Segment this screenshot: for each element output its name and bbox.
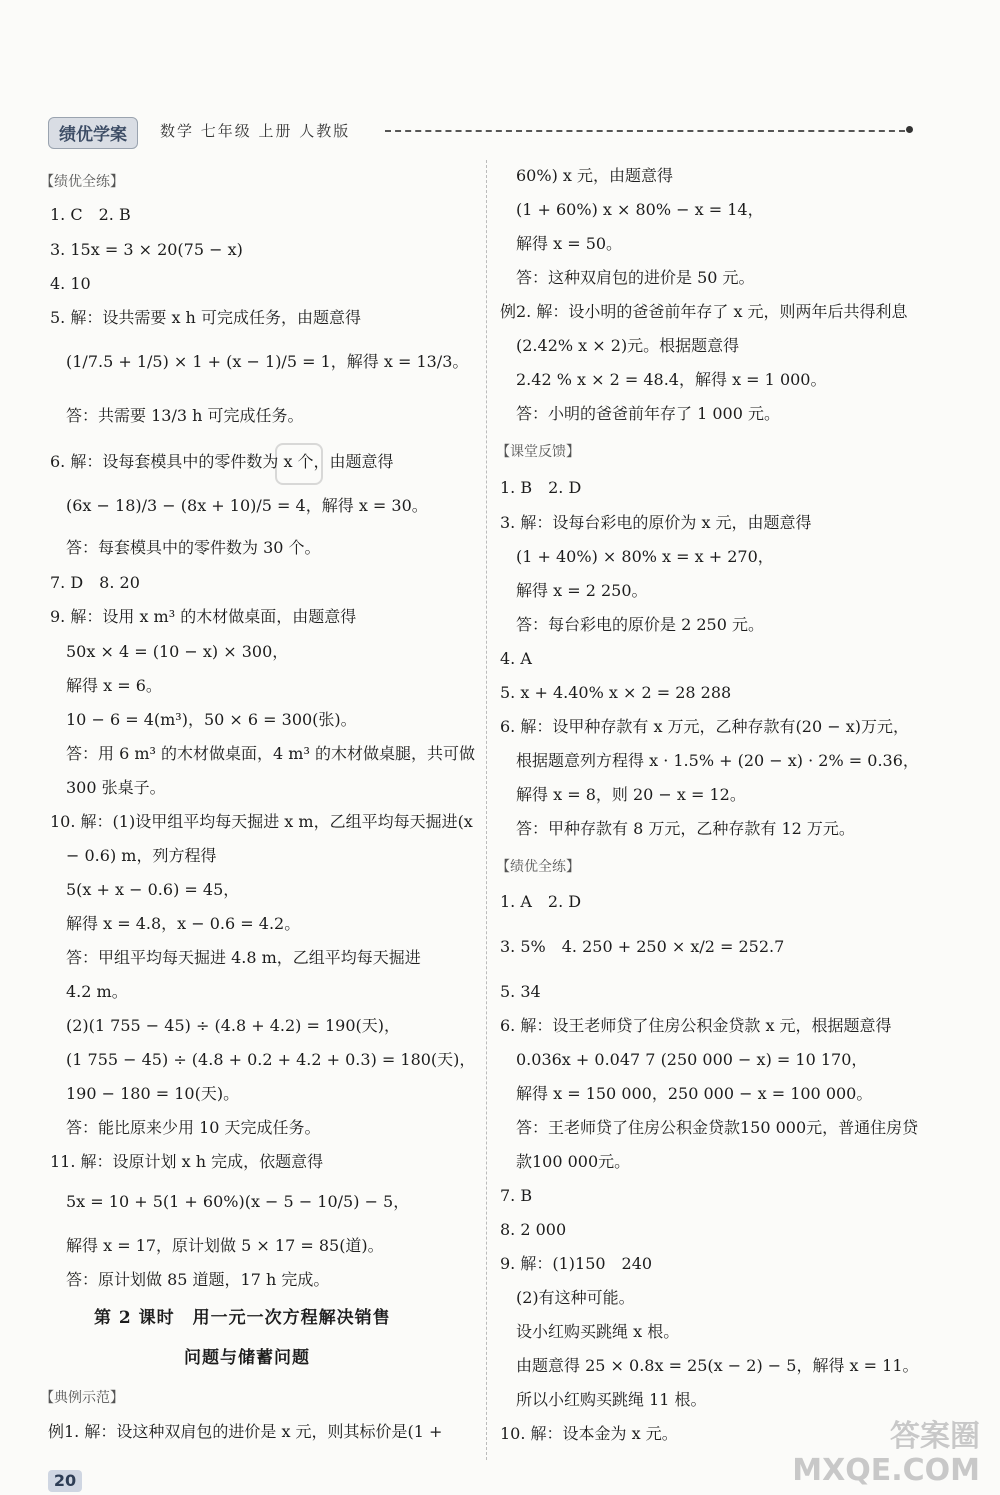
answer-line: 根据题意列方程得 x · 1.5% + (20 − x) · 2% = 0.36， <box>516 751 919 770</box>
answer-line: 答：每套模具中的零件数为 30 个。 <box>66 538 321 557</box>
answer-line: 答：王老师贷了住房公积金贷款150 000元，普通住房贷 <box>516 1118 919 1137</box>
equation-line: 3. 5% 4. 250 + 250 × x/2 = 252.7 <box>500 937 785 956</box>
answer-line: (2)有这种可能。 <box>516 1288 635 1307</box>
section-label: 【典例示范】 <box>40 1390 124 1406</box>
answer-line: (1 + 60%) x × 80% − x = 14， <box>516 200 764 219</box>
example-line: 例2. 解：设小明的爸爸前年存了 x 元，则两年后共得利息 <box>500 302 908 321</box>
answer-line: 答：共需要 13/3 h 可完成任务。 <box>66 406 304 425</box>
answer-line: 6. 解：设甲种存款有 x 万元，乙种存款有(20 − x)万元， <box>500 717 909 736</box>
section-label: 【绩优全练】 <box>496 859 580 875</box>
answer-line: 11. 解：设原计划 x h 完成，依题意得 <box>50 1152 324 1171</box>
answer-line: 解得 x = 8，则 20 − x = 12。 <box>516 785 746 804</box>
answer-line: 190 − 180 = 10(天)。 <box>66 1084 240 1103</box>
answer-line: 解得 x = 17，原计划做 5 × 17 = 85(道)。 <box>66 1236 384 1255</box>
equation-line: (6x − 18)/3 − (8x + 10)/5 = 4，解得 x = 30。 <box>66 496 428 515</box>
watermark <box>792 1420 980 1488</box>
answer-line: 解得 x = 50。 <box>516 234 623 253</box>
answer-line: 答：每台彩电的原价是 2 250 元。 <box>516 615 764 634</box>
watermark-line2: MXQE.COM <box>792 1453 980 1488</box>
answer-line: 6. 解：设每套模具中的零件数为 x 个，由题意得 <box>50 452 394 471</box>
answer-line: 解得 x = 150 000，250 000 − x = 100 000。 <box>516 1084 873 1103</box>
answer-line: 所以小红购买跳绳 11 根。 <box>516 1390 707 1409</box>
answer-line: 1. B 2. D <box>500 478 582 497</box>
answer-line: 50x × 4 = (10 − x) × 300， <box>66 642 289 661</box>
answer-line: 4. 10 <box>50 274 91 293</box>
answer-line: 解得 x = 4.8，x − 0.6 = 4.2。 <box>66 914 301 933</box>
answer-line: 4.2 m。 <box>66 982 128 1001</box>
answer-line: (1 + 40%) × 80% x = x + 270， <box>516 547 774 566</box>
watermark-line1: 答案圈 <box>890 1419 980 1454</box>
column-divider <box>486 160 487 1460</box>
header-rule-dot <box>906 126 913 133</box>
answer-line: 10. 解：(1)设甲组平均每天掘进 x m，乙组平均每天掘进(x <box>50 812 473 831</box>
lesson-title: 第 2 课时 用一元一次方程解决销售 <box>94 1308 391 1328</box>
answer-line: 答：用 6 m³ 的木材做桌面，4 m³ 的木材做桌腿，共可做 <box>66 744 475 763</box>
answer-line: 1. A 2. D <box>500 892 582 911</box>
answer-line: 10. 解：设本金为 x 元。 <box>500 1424 678 1443</box>
section-label: 【绩优全练】 <box>40 174 124 190</box>
answer-line: 1. C 2. B <box>50 205 131 224</box>
answer-line: 答：这种双肩包的进价是 50 元。 <box>516 268 755 287</box>
answer-line: 解得 x = 6。 <box>66 676 162 695</box>
answer-line: 7. B <box>500 1186 533 1205</box>
answer-line: 5. 解：设共需要 x h 可完成任务，由题意得 <box>50 308 361 327</box>
answer-line: 答：小明的爸爸前年存了 1 000 元。 <box>516 404 780 423</box>
answer-line: 由题意得 25 × 0.8x = 25(x − 2) − 5，解得 x = 11。 <box>516 1356 919 1375</box>
equation-line: 5x = 10 + 5(1 + 60%)(x − 5 − 10/5) − 5， <box>66 1192 410 1211</box>
answer-line: 5. 34 <box>500 982 541 1001</box>
answer-line: 9. 解：设用 x m³ 的木材做桌面，由题意得 <box>50 607 357 626</box>
answer-line: 10 − 6 = 4(m³)，50 × 6 = 300(张)。 <box>66 710 357 729</box>
answer-line: 2.42 % x × 2 = 48.4，解得 x = 1 000。 <box>516 370 827 389</box>
example-line: 例1. 解：设这种双肩包的进价是 x 元，则其标价是(1 + <box>48 1422 443 1441</box>
answer-line: 0.036x + 0.047 7 (250 000 − x) = 10 170， <box>516 1050 868 1069</box>
page-header <box>40 112 940 148</box>
section-label: 【课堂反馈】 <box>496 444 580 460</box>
answer-line: 5(x + x − 0.6) = 45， <box>66 880 240 899</box>
answer-line: 5. x + 4.40% x × 2 = 28 288 <box>500 683 732 702</box>
answer-line: 解得 x = 2 250。 <box>516 581 648 600</box>
answer-line: 答：原计划做 85 道题，17 h 完成。 <box>66 1270 330 1289</box>
answer-line: 答：甲种存款有 8 万元，乙种存款有 12 万元。 <box>516 819 855 838</box>
answer-line: 3. 解：设每台彩电的原价为 x 元，由题意得 <box>500 513 812 532</box>
page-number: 20 <box>48 1470 82 1492</box>
answer-line: − 0.6) m，列方程得 <box>66 846 217 865</box>
answer-line: 7. D 8. 20 <box>50 573 140 592</box>
answer-line: 款100 000元。 <box>516 1152 631 1171</box>
book-info: 数学 七年级 上册 人教版 <box>160 122 351 140</box>
header-dashed-rule <box>385 130 905 132</box>
equation-line: (1/7.5 + 1/5) × 1 + (x − 1)/5 = 1，解得 x = 13/3。 <box>66 352 469 371</box>
answer-line: (2.42% x × 2)元。根据题意得 <box>516 336 740 355</box>
answer-line: 8. 2 000 <box>500 1220 567 1239</box>
answer-line: (1 755 − 45) ÷ (4.8 + 0.2 + 4.2 + 0.3) = 180(天)， <box>66 1050 476 1069</box>
answer-line: 6. 解：设王老师贷了住房公积金贷款 x 元，根据题意得 <box>500 1016 892 1035</box>
answer-line: 设小红购买跳绳 x 根。 <box>516 1322 680 1341</box>
answer-line: 9. 解：(1)150 240 <box>500 1254 653 1273</box>
answer-line: 4. A <box>500 649 532 668</box>
answer-line: 300 张桌子。 <box>66 778 166 797</box>
lesson-subtitle: 问题与储蓄问题 <box>184 1348 310 1368</box>
answer-line: (2)(1 755 − 45) ÷ (4.8 + 4.2) = 190(天)， <box>66 1016 401 1035</box>
answer-line: 答：能比原来少用 10 天完成任务。 <box>66 1118 321 1137</box>
answer-line: 3. 15x = 3 × 20(75 − x) <box>50 240 243 259</box>
brand-logo: 绩优学案 <box>48 117 138 149</box>
answer-line: 60%) x 元，由题意得 <box>516 166 674 185</box>
answer-line: 答：甲组平均每天掘进 4.8 m，乙组平均每天掘进 <box>66 948 421 967</box>
